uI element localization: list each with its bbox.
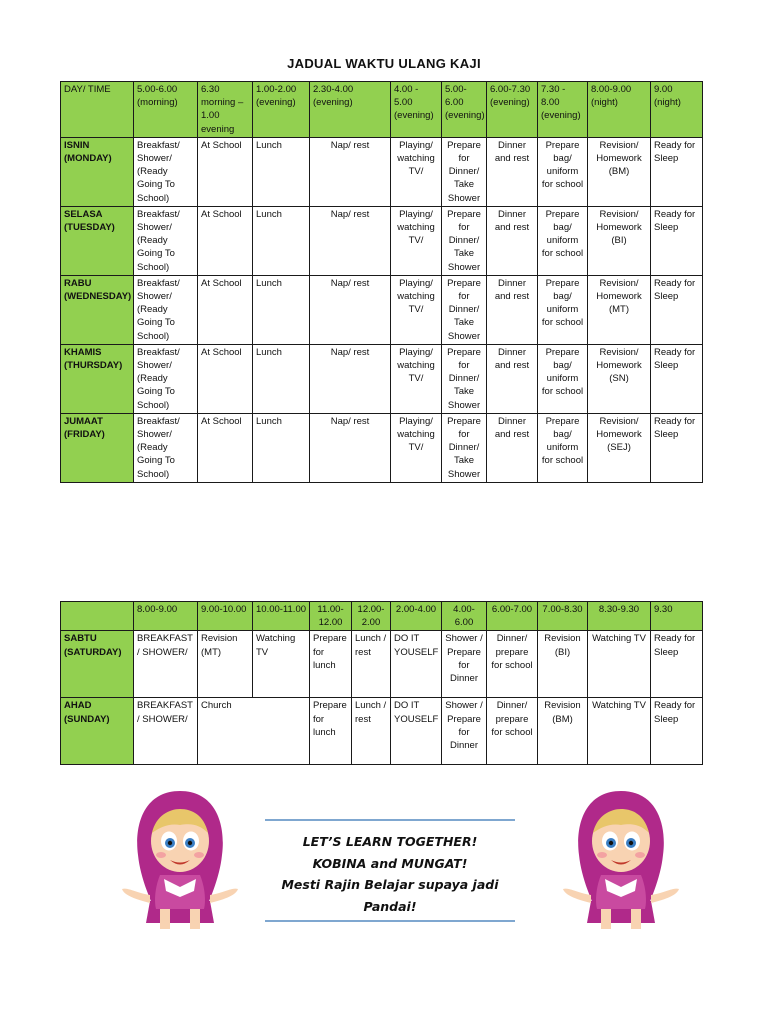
- header-cell: 2.30-4.00 (evening): [310, 82, 391, 138]
- banner-line: Mesti Rajin Belajar supaya jadi: [281, 877, 499, 892]
- table-cell: Ready for Sleep: [651, 631, 703, 698]
- weekend-header-row: [61, 602, 703, 631]
- table-cell: Playing/ watching TV/: [391, 206, 442, 275]
- table-cell: Ready for Sleep: [651, 344, 703, 413]
- day-cell: JUMAAT (FRIDAY): [61, 413, 134, 482]
- day-cell: RABU (WEDNESDAY): [61, 275, 134, 344]
- table-cell: Prepare for lunch: [310, 631, 352, 698]
- table-cell: Prepare bag/ uniform for school: [538, 137, 588, 206]
- header-cell: 2.00-4.00: [391, 602, 442, 631]
- table-cell: Ready for Sleep: [651, 206, 703, 275]
- table-cell: At School: [198, 344, 253, 413]
- table-cell: Ready for Sleep: [651, 698, 703, 765]
- table-cell: Shower / Prepare for Dinner: [442, 698, 487, 765]
- table-cell: Dinner and rest: [487, 275, 538, 344]
- day-cell: SABTU (SATURDAY): [61, 631, 134, 698]
- table-row: [61, 413, 703, 482]
- table-cell: At School: [198, 413, 253, 482]
- header-cell: 9.30: [651, 602, 703, 631]
- weekday-timetable: [60, 81, 703, 483]
- header-cell: 10.00-11.00: [253, 602, 310, 631]
- table-cell: Lunch: [253, 206, 310, 275]
- document-title: JADUAL WAKTU ULANG KAJI: [287, 56, 481, 71]
- table-row: [61, 275, 703, 344]
- table-cell: Nap/ rest: [310, 137, 391, 206]
- table-cell: Revision (MT): [198, 631, 253, 698]
- table-cell: Prepare for lunch: [310, 698, 352, 765]
- table-cell: BREAKFAST / SHOWER/: [134, 698, 198, 765]
- table-cell: At School: [198, 275, 253, 344]
- table-cell: Revision/ Homework (SN): [588, 344, 651, 413]
- masha-character-illustration: [561, 783, 681, 933]
- table-cell: Nap/ rest: [310, 344, 391, 413]
- header-cell: 4.00 - 5.00 (evening): [391, 82, 442, 138]
- table-cell: Revision/ Homework (BI): [588, 206, 651, 275]
- table-cell: Playing/ watching TV/: [391, 344, 442, 413]
- header-cell: 12.00-2.00: [352, 602, 391, 631]
- table-cell: BREAKFAST / SHOWER/: [134, 631, 198, 698]
- banner-top-rule: [265, 819, 515, 821]
- table-cell: Prepare bag/ uniform for school: [538, 413, 588, 482]
- table-cell: Nap/ rest: [310, 206, 391, 275]
- table-cell: Ready for Sleep: [651, 413, 703, 482]
- table-cell: Shower / Prepare for Dinner: [442, 631, 487, 698]
- table-cell: Revision (BM): [538, 698, 588, 765]
- header-cell: 11.00-12.00: [310, 602, 352, 631]
- table-cell: Revision/ Homework (SEJ): [588, 413, 651, 482]
- header-cell: 6.00-7.00: [487, 602, 538, 631]
- table-cell: Lunch: [253, 413, 310, 482]
- table-cell: Breakfast/ Shower/ (Ready Going To School): [134, 206, 198, 275]
- header-cell: 7.00-8.30: [538, 602, 588, 631]
- header-cell: [61, 602, 134, 631]
- banner-bottom-rule: [265, 920, 515, 922]
- header-cell: 9.00-10.00: [198, 602, 253, 631]
- table-cell: Prepare bag/ uniform for school: [538, 206, 588, 275]
- table-cell: DO IT YOUSELF: [391, 631, 442, 698]
- table-cell: Breakfast/ Shower/ (Ready Going To School): [134, 137, 198, 206]
- banner-line: Pandai!: [363, 898, 417, 914]
- day-cell: AHAD (SUNDAY): [61, 698, 134, 765]
- table-cell: Breakfast/ Shower/ (Ready Going To School): [134, 275, 198, 344]
- table-cell: Watching TV: [253, 631, 310, 698]
- table-cell: Lunch: [253, 137, 310, 206]
- banner-text: [265, 831, 515, 917]
- table-cell: Playing/ watching TV/: [391, 137, 442, 206]
- table-cell: Church: [198, 698, 310, 765]
- table-cell: Revision (BI): [538, 631, 588, 698]
- day-cell: ISNIN (MONDAY): [61, 137, 134, 206]
- header-cell: DAY/ TIME: [61, 82, 134, 138]
- weekend-timetable: [60, 601, 703, 765]
- table-cell: Dinner and rest: [487, 137, 538, 206]
- table-cell: Breakfast/ Shower/ (Ready Going To School): [134, 344, 198, 413]
- table-cell: Lunch / rest: [352, 631, 391, 698]
- table-cell: Lunch: [253, 275, 310, 344]
- table-cell: At School: [198, 137, 253, 206]
- header-cell: 8.30-9.30: [588, 602, 651, 631]
- header-cell: 6.00-7.30 (evening): [487, 82, 538, 138]
- header-cell: 9.00 (night): [651, 82, 703, 138]
- table-row: [61, 631, 703, 698]
- header-cell: 5.00-6.00 (morning): [134, 82, 198, 138]
- header-cell: 5.00-6.00 (evening): [442, 82, 487, 138]
- table-cell: Playing/ watching TV/: [391, 275, 442, 344]
- header-cell: 6.30 morning – 1.00 evening: [198, 82, 253, 138]
- masha-character-illustration: [120, 783, 240, 933]
- table-cell: Dinner and rest: [487, 344, 538, 413]
- banner-line: KOBINA and MUNGAT!: [312, 855, 468, 871]
- table-row: [61, 344, 703, 413]
- day-cell: SELASA (TUESDAY): [61, 206, 134, 275]
- header-cell: 7.30 - 8.00 (evening): [538, 82, 588, 138]
- table-cell: Prepare bag/ uniform for school: [538, 344, 588, 413]
- table-cell: Nap/ rest: [310, 413, 391, 482]
- table-cell: At School: [198, 206, 253, 275]
- table-cell: Ready for Sleep: [651, 137, 703, 206]
- header-cell: 1.00-2.00 (evening): [253, 82, 310, 138]
- table-cell: Ready for Sleep: [651, 275, 703, 344]
- table-cell: Dinner and rest: [487, 206, 538, 275]
- table-row: [61, 137, 703, 206]
- table-cell: Watching TV: [588, 631, 651, 698]
- day-cell: KHAMIS (THURSDAY): [61, 344, 134, 413]
- header-cell: 8.00-9.00 (night): [588, 82, 651, 138]
- table-cell: DO IT YOUSELF: [391, 698, 442, 765]
- table-cell: Prepare for Dinner/ Take Shower: [442, 413, 487, 482]
- table-cell: Nap/ rest: [310, 275, 391, 344]
- table-cell: Prepare for Dinner/ Take Shower: [442, 344, 487, 413]
- table-cell: Prepare bag/ uniform for school: [538, 275, 588, 344]
- table-cell: Prepare for Dinner/ Take Shower: [442, 137, 487, 206]
- table-cell: Lunch: [253, 344, 310, 413]
- table-cell: Playing/ watching TV/: [391, 413, 442, 482]
- table-cell: Breakfast/ Shower/ (Ready Going To School): [134, 413, 198, 482]
- table-cell: Dinner and rest: [487, 413, 538, 482]
- table-cell: Dinner/ prepare for school: [487, 698, 538, 765]
- table-cell: Lunch / rest: [352, 698, 391, 765]
- table-row: [61, 698, 703, 765]
- header-cell: 8.00-9.00: [134, 602, 198, 631]
- table-row: [61, 206, 703, 275]
- table-cell: Prepare for Dinner/ Take Shower: [442, 275, 487, 344]
- header-cell: 4.00-6.00: [442, 602, 487, 631]
- weekday-header-row: [61, 82, 703, 138]
- table-cell: Dinner/ prepare for school: [487, 631, 538, 698]
- table-cell: Watching TV: [588, 698, 651, 765]
- table-cell: Prepare for Dinner/ Take Shower: [442, 206, 487, 275]
- motivation-banner: [265, 819, 515, 922]
- banner-line: LET’S LEARN TOGETHER!: [302, 834, 478, 849]
- table-cell: Revision/ Homework (BM): [588, 137, 651, 206]
- table-cell: Revision/ Homework (MT): [588, 275, 651, 344]
